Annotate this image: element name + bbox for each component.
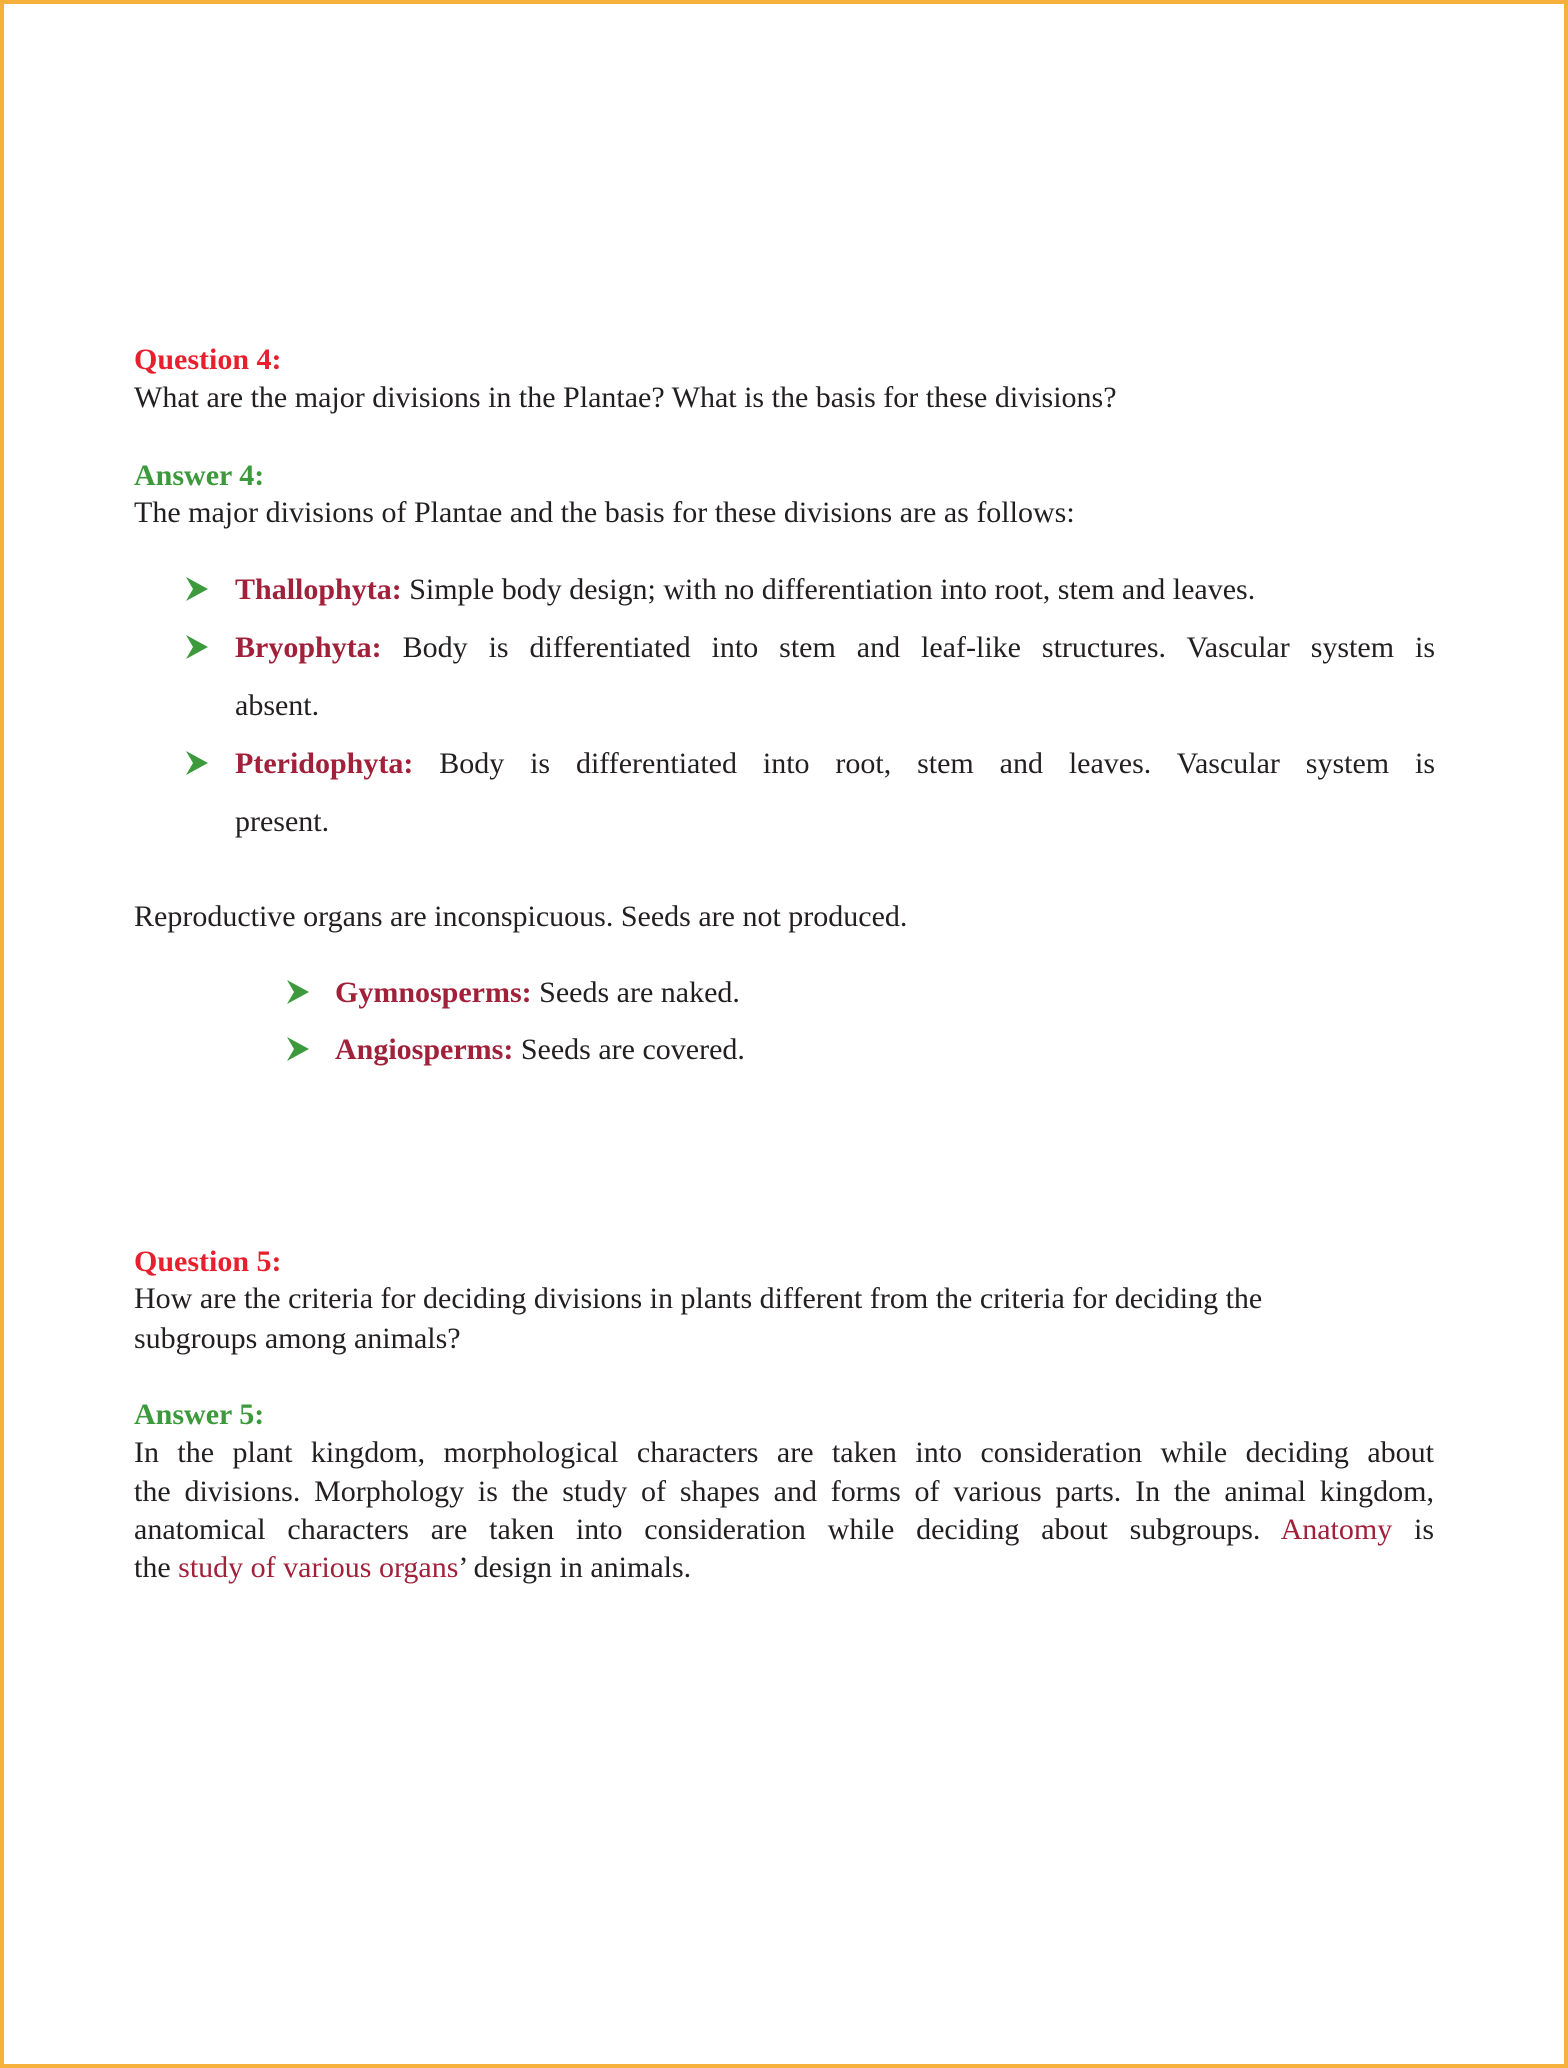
definition: Simple body design; with no differentiation into root, stem and leaves. bbox=[401, 573, 1256, 606]
anatomy-term: Anatomy bbox=[1280, 1513, 1393, 1546]
list-item-bryophyta-cont: absent. bbox=[235, 689, 320, 722]
answer-5-line bbox=[134, 1512, 1434, 1548]
question-4-label: Question 4: bbox=[134, 343, 282, 376]
answer-5-line: the divisions. Morphology is the study of shapes and forms of various parts. In the animal kingdom, bbox=[134, 1475, 1434, 1508]
definition: Body is differentiated into stem and leaf-like structures. Vascular system is bbox=[381, 631, 1435, 664]
arrow-bullet-icon bbox=[184, 633, 210, 661]
term: Bryophyta: bbox=[235, 631, 382, 664]
list-item-pteridophyta bbox=[235, 746, 1435, 782]
list-item-thallophyta bbox=[235, 572, 1255, 608]
term: Pteridophyta: bbox=[235, 747, 414, 780]
term: Angiosperms: bbox=[335, 1033, 514, 1066]
list-item-bryophyta bbox=[235, 630, 1435, 666]
term: Thallophyta: bbox=[235, 573, 402, 606]
list-item-angiosperms bbox=[335, 1032, 745, 1068]
definition: Body is differentiated into root, stem and leaves. Vascular system is bbox=[413, 747, 1435, 780]
arrow-bullet-icon bbox=[285, 1035, 311, 1063]
question-5-text: How are the criteria for deciding divisions in plants different from the criteria for deciding the bbox=[134, 1282, 1263, 1315]
question-5-text-cont: subgroups among animals? bbox=[134, 1322, 461, 1355]
term: Gymnosperms: bbox=[335, 976, 532, 1009]
arrow-bullet-icon bbox=[184, 575, 210, 603]
text: anatomical characters are taken into consideration while deciding about subgroups. bbox=[134, 1513, 1261, 1546]
list-item-pteridophyta-cont: present. bbox=[235, 805, 330, 838]
definition: Seeds are naked. bbox=[531, 976, 740, 1009]
text: is bbox=[1392, 1513, 1434, 1546]
question-5-label: Question 5: bbox=[134, 1245, 282, 1278]
answer-5-line: In the plant kingdom, morphological characters are taken into consideration while deciding about bbox=[134, 1436, 1434, 1469]
text: the bbox=[134, 1551, 179, 1584]
definition: Seeds are covered. bbox=[513, 1033, 745, 1066]
answer-5-line bbox=[134, 1550, 691, 1586]
question-4-text: What are the major divisions in the Plantae? What is the basis for these divisions? bbox=[134, 381, 1117, 414]
answer-5-label: Answer 5: bbox=[134, 1398, 265, 1431]
list-item-gymnosperms bbox=[335, 975, 740, 1011]
answer-4-label: Answer 4: bbox=[134, 459, 265, 492]
answer-4-note: Reproductive organs are inconspicuous. Seeds are not produced. bbox=[134, 900, 908, 933]
text: ’ design in animals. bbox=[458, 1551, 692, 1584]
arrow-bullet-icon bbox=[184, 749, 210, 777]
arrow-bullet-icon bbox=[285, 978, 311, 1006]
answer-4-intro: The major divisions of Plantae and the basis for these divisions are as follows: bbox=[134, 496, 1075, 529]
organs-term: study of various organs bbox=[178, 1551, 459, 1584]
